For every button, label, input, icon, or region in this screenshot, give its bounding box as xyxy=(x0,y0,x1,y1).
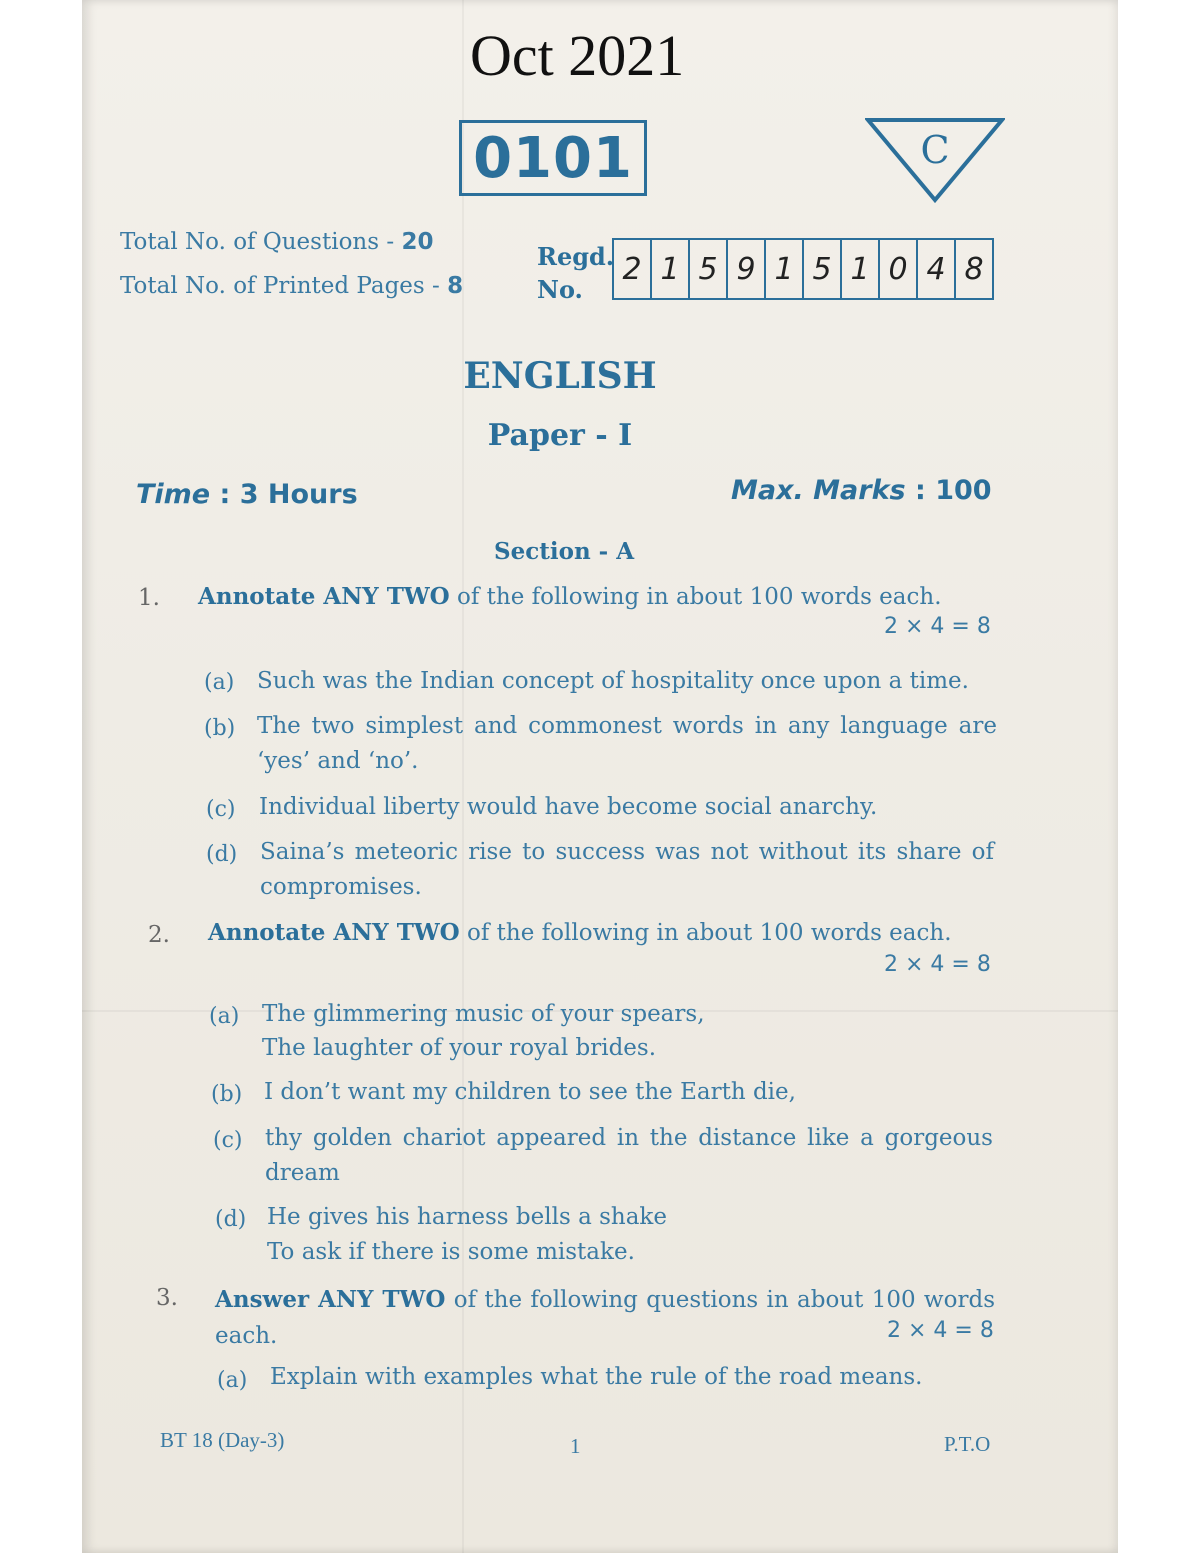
item-label: (b) xyxy=(204,716,236,741)
paper-code: 0101 xyxy=(459,120,647,196)
question-text: Annotate ANY TWO of the following in about 100 words each. xyxy=(208,919,952,946)
question-number: 1. xyxy=(138,585,160,611)
question-text: Annotate ANY TWO of the following in about 100 words each. xyxy=(198,583,942,610)
regd-label-line2: No. xyxy=(537,275,583,304)
regd-digit: 0 xyxy=(880,240,918,298)
item-text-line2: To ask if there is some mistake. xyxy=(267,1239,635,1265)
regd-digit: 1 xyxy=(652,240,690,298)
item-text: The glimmering music of your spears, xyxy=(262,1001,705,1027)
item-text: Explain with examples what the rule of the road means. xyxy=(270,1364,923,1390)
subject-title: ENGLISH xyxy=(463,355,657,397)
item-text: I don’t want my children to see the Earth die, xyxy=(264,1079,796,1105)
regd-digit: 5 xyxy=(690,240,728,298)
total-questions: Total No. of Questions - 20 xyxy=(120,229,434,255)
item-text-line2: The laughter of your royal brides. xyxy=(262,1035,657,1061)
regd-digit: 8 xyxy=(964,251,984,287)
question-marks: 2 × 4 = 8 xyxy=(884,614,991,639)
page-label: Oct 2021 xyxy=(470,23,685,88)
paper-title: Paper - I xyxy=(487,418,633,453)
regd-digit: 9 xyxy=(728,240,766,298)
item-label: (c) xyxy=(206,797,236,822)
item-label: (a) xyxy=(209,1004,240,1029)
regd-digit: 2 xyxy=(614,240,652,298)
question-marks: 2 × 4 = 8 xyxy=(884,952,991,977)
regd-digit: 5 xyxy=(804,240,842,298)
regd-label-line1: Regd. xyxy=(537,242,615,271)
question-number: 3. xyxy=(156,1285,178,1311)
item-text: Saina’s meteoric rise to success was not without its share of compromises. xyxy=(260,839,994,900)
pto-label: P.T.O xyxy=(944,1432,991,1456)
regd-digit: 1 xyxy=(842,240,880,298)
time-allowed: Time : 3 Hours xyxy=(136,479,358,510)
section-heading: Section - A xyxy=(494,538,635,565)
item-label: (b) xyxy=(211,1082,243,1107)
item-label: (a) xyxy=(217,1368,248,1393)
item-text: Individual liberty would have become social anarchy. xyxy=(259,794,878,820)
regd-number-field xyxy=(612,238,994,300)
item-label: (d) xyxy=(215,1207,247,1232)
item-text: Such was the Indian concept of hospitality once upon a time. xyxy=(257,668,969,694)
question-marks: 2 × 4 = 8 xyxy=(887,1318,994,1343)
regd-digit: 1 xyxy=(766,240,804,298)
page-number: 1 xyxy=(570,1434,581,1458)
question-text: Answer ANY TWO of the following questions in about 100 words each. xyxy=(215,1286,995,1349)
regd-label xyxy=(537,240,614,306)
max-marks: Max. Marks : 100 xyxy=(731,475,992,506)
footer-code: BT 18 (Day-3) xyxy=(160,1428,285,1452)
regd-digit: 4 xyxy=(918,240,956,298)
item-label: (a) xyxy=(204,670,235,695)
item-label: (d) xyxy=(206,842,238,867)
total-pages: Total No. of Printed Pages - 8 xyxy=(120,273,464,299)
question-number: 2. xyxy=(148,922,170,948)
item-text: He gives his harness bells a shake xyxy=(267,1204,667,1230)
item-text: thy golden chariot appeared in the distance like a gorgeous dream xyxy=(265,1125,993,1186)
item-text: The two simplest and commonest words in any language are ‘yes’ and ‘no’. xyxy=(257,713,997,774)
set-letter: C xyxy=(920,128,950,172)
item-label: (c) xyxy=(213,1128,243,1153)
